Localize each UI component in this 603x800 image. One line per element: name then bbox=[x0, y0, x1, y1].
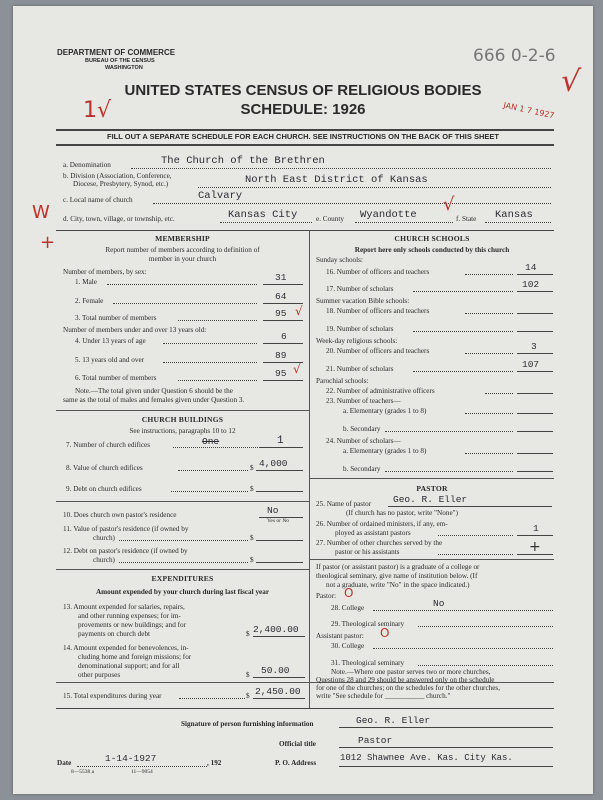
membership-heading: MEMBERSHIP bbox=[155, 234, 210, 243]
q29-label: 29. Theological seminary bbox=[331, 620, 405, 628]
pastor-note-4: write "See schedule for ___________ church." bbox=[316, 692, 451, 700]
signature-value: Geo. R. Eller bbox=[356, 715, 431, 726]
address-value: 1012 Shawnee Ave. Kas. City Kas. bbox=[340, 753, 513, 763]
q14-value: 50.00 bbox=[261, 665, 290, 676]
address-label: P. O. Address bbox=[275, 759, 317, 767]
local-name-label: c. Local name of church bbox=[63, 196, 133, 204]
q19-label: 19. Number of scholars bbox=[326, 325, 394, 333]
q14-label-4: other purposes bbox=[78, 671, 121, 679]
q11-label-1: 11. Value of pastor's residence (if owned by bbox=[63, 525, 189, 533]
q4-value: 6 bbox=[281, 331, 287, 342]
q10-value: No bbox=[267, 505, 279, 516]
q12-label-2: church) bbox=[93, 556, 115, 564]
q18-line bbox=[517, 313, 553, 314]
q7-leader bbox=[173, 447, 258, 448]
q24a-label: a. Elementary (grades 1 to 8) bbox=[343, 447, 427, 455]
q13-label-2: and other running expenses; for im- bbox=[78, 612, 181, 620]
rule bbox=[56, 569, 309, 570]
expenditures-heading: EXPENDITURES bbox=[151, 574, 214, 583]
rule bbox=[56, 129, 554, 131]
membership-note-1: Note.—The total given under Question 6 should be the bbox=[75, 387, 233, 395]
q13-label-4: payments on church debt bbox=[78, 630, 151, 638]
q13-label-3: provements or new buildings; and for bbox=[78, 621, 186, 629]
rule bbox=[56, 501, 309, 502]
q20-label: 20. Number of officers and teachers bbox=[326, 347, 430, 355]
q12-dollar: $ bbox=[250, 556, 254, 564]
q31-line bbox=[418, 665, 553, 666]
separate-schedule-instruction: FILL OUT A SEPARATE SCHEDULE FOR EACH CHURCH. SEE INSTRUCTIONS ON THE BACK OF THIS SHEET bbox=[107, 132, 499, 141]
q23b-leader bbox=[385, 431, 513, 432]
q29-line bbox=[418, 626, 553, 627]
q30-line bbox=[373, 648, 553, 649]
q4-line bbox=[263, 343, 303, 344]
q14-label-1: 14. Amount expended for benevolences, in- bbox=[63, 644, 189, 652]
q15-dollar: $ bbox=[246, 692, 250, 700]
official-title-line bbox=[339, 747, 553, 748]
schools-sub: Report here only schools conducted by this church bbox=[354, 246, 510, 254]
q14-line bbox=[253, 677, 305, 678]
q20-line bbox=[517, 353, 553, 354]
q1-line bbox=[263, 284, 303, 285]
weekday-heading: Week-day religious schools: bbox=[316, 337, 398, 345]
q6-leader bbox=[178, 380, 257, 381]
q7-struck-value: One bbox=[202, 436, 220, 447]
denomination-value: The Church of the Brethren bbox=[161, 155, 325, 167]
red-check-q6: √ bbox=[293, 362, 301, 376]
expenditures-sub: Amount expended by your church during last fiscal year bbox=[95, 588, 270, 596]
q11-dollar: $ bbox=[250, 534, 254, 542]
received-date-stamp: JAN 1 7 1927 bbox=[502, 100, 556, 121]
denomination-line bbox=[131, 168, 551, 169]
q17-label: 17. Number of scholars bbox=[326, 285, 394, 293]
division-label-1: b. Division (Association, Conference, bbox=[63, 172, 172, 180]
q11-line bbox=[256, 540, 303, 541]
state-label: f. State bbox=[456, 215, 477, 223]
graduate-note-3: not a graduate, write "No" in the space indicated.) bbox=[326, 581, 470, 589]
form-title: UNITED STATES CENSUS OF RELIGIOUS BODIES bbox=[124, 82, 482, 99]
q13-dollar: $ bbox=[246, 630, 250, 638]
q17-line bbox=[517, 291, 553, 292]
q25-value: Geo. R. Eller bbox=[393, 494, 468, 505]
q27-label-1: 27. Number of other churches served by the bbox=[316, 539, 443, 547]
division-line bbox=[198, 187, 551, 188]
date-year-suffix: , 192 bbox=[207, 759, 222, 767]
q9-label: 9. Debt on church edifices bbox=[66, 485, 142, 493]
by-sex-label: Number of members, by sex: bbox=[63, 268, 147, 276]
membership-intro-2: member in your church bbox=[148, 255, 217, 263]
division-value: North East District of Kansas bbox=[245, 174, 428, 186]
signature-label: Signature of person furnishing information bbox=[181, 720, 314, 728]
q11-leader bbox=[119, 540, 248, 541]
signature-line bbox=[339, 727, 553, 728]
red-check-mark: √ bbox=[559, 63, 582, 100]
q20-value: 3 bbox=[531, 341, 537, 352]
q11-label-2: church) bbox=[93, 534, 115, 542]
q8-dollar: $ bbox=[250, 464, 254, 472]
membership-intro-1: Report number of members according to definition of bbox=[105, 246, 260, 254]
q17-value: 102 bbox=[522, 279, 540, 290]
age-heading: Number of members under and over 13 years old: bbox=[63, 326, 207, 334]
q6-label: 6. Total number of members bbox=[75, 374, 157, 382]
q12-leader bbox=[119, 562, 248, 563]
schedule-title: SCHEDULE: 1926 bbox=[240, 101, 366, 118]
date-label: Date bbox=[57, 759, 72, 767]
q25-line bbox=[388, 506, 552, 507]
q9-leader bbox=[171, 491, 248, 492]
state-line bbox=[485, 222, 551, 223]
q27-leader bbox=[438, 554, 513, 555]
q7-label: 7. Number of church edifices bbox=[66, 441, 151, 449]
q1-leader bbox=[107, 284, 257, 285]
q1-label: 1. Male bbox=[75, 278, 97, 286]
q14-dollar: $ bbox=[246, 671, 250, 679]
q18-label: 18. Number of officers and teachers bbox=[326, 307, 430, 315]
red-circle-pastor: O bbox=[344, 586, 354, 600]
q19-leader bbox=[413, 331, 513, 332]
q21-value: 107 bbox=[522, 359, 540, 370]
q24-label: 24. Number of scholars— bbox=[326, 437, 401, 445]
census-schedule-sheet bbox=[13, 6, 593, 794]
local-name-line bbox=[153, 203, 551, 204]
q21-line bbox=[517, 371, 553, 372]
sunday-heading: Sunday schools: bbox=[316, 256, 363, 264]
pastor-heading: PASTOR bbox=[416, 484, 448, 493]
address-line bbox=[339, 766, 553, 767]
q3-label: 3. Total number of members bbox=[75, 314, 157, 322]
parochial-heading: Parochial schools: bbox=[316, 377, 369, 385]
q4-leader bbox=[163, 343, 257, 344]
q25-note: (If church has no pastor, write "None") bbox=[346, 509, 458, 517]
q26-label-2: ployed as assistant pastors bbox=[335, 529, 411, 537]
q24a-line bbox=[517, 453, 553, 454]
q26-line bbox=[517, 535, 553, 536]
column-divider bbox=[309, 230, 310, 682]
q9-dollar: $ bbox=[250, 485, 254, 493]
red-w-mark: W bbox=[32, 202, 50, 223]
q24b-label: b. Secondary bbox=[343, 465, 381, 473]
q3-leader bbox=[178, 320, 257, 321]
q4-label: 4. Under 13 years of age bbox=[75, 337, 146, 345]
q13-label-1: 13. Amount expended for salaries, repairs, bbox=[63, 603, 185, 611]
rule bbox=[309, 478, 554, 479]
q15-label: 15. Total expenditures during year bbox=[63, 692, 162, 700]
state-value: Kansas bbox=[495, 209, 533, 221]
q21-leader bbox=[413, 371, 513, 372]
q21-label: 21. Number of scholars bbox=[326, 365, 394, 373]
date-line bbox=[77, 766, 207, 767]
q2-label: 2. Female bbox=[75, 297, 104, 305]
q3-value: 95 bbox=[275, 308, 287, 319]
rule bbox=[56, 410, 309, 411]
q16-line bbox=[517, 274, 553, 275]
bureau-name: BUREAU OF THE CENSUS bbox=[85, 58, 155, 64]
q8-value: 4,000 bbox=[259, 458, 288, 469]
q31-label: 31. Theological seminary bbox=[331, 659, 405, 667]
q15-leader bbox=[179, 698, 245, 699]
yes-no-hint: Yes or No bbox=[267, 518, 290, 524]
q15-value: 2,450.00 bbox=[255, 686, 301, 697]
red-plus-mark: + bbox=[40, 232, 56, 253]
q23b-line bbox=[517, 431, 553, 432]
q16-value: 14 bbox=[525, 262, 537, 273]
department-name: DEPARTMENT OF COMMERCE bbox=[57, 48, 176, 57]
red-mark-one-check: 1√ bbox=[83, 98, 112, 123]
q22-line bbox=[517, 393, 553, 394]
q27-struck-mark: + bbox=[529, 539, 541, 555]
q23b-label: b. Secondary bbox=[343, 425, 381, 433]
q7-line bbox=[259, 447, 303, 448]
print-code-1: 8—5538 a bbox=[71, 769, 95, 775]
rule bbox=[309, 559, 554, 560]
q12-label-1: 12. Debt on pastor's residence (if owned by bbox=[63, 547, 188, 555]
q23-label: 23. Number of teachers— bbox=[326, 397, 401, 405]
q25-label: 25. Name of pastor bbox=[316, 500, 372, 508]
q27-label-2: pastor or his assistants bbox=[335, 548, 400, 556]
denomination-label: a. Denomination bbox=[63, 161, 111, 169]
pastor-note-3: for one of the churches; on the schedules for the other churches, bbox=[316, 684, 501, 692]
q14-label-3: denominational support; and for all bbox=[78, 662, 180, 670]
rule bbox=[56, 144, 554, 146]
q7-value: 1 bbox=[277, 435, 284, 447]
summer-heading: Summer vacation Bible schools: bbox=[316, 297, 410, 305]
local-name-value: Calvary bbox=[198, 190, 243, 202]
q24a-leader bbox=[465, 453, 513, 454]
county-value: Wyandotte bbox=[360, 209, 417, 221]
q8-label: 8. Value of church edifices bbox=[66, 464, 143, 472]
q22-leader bbox=[485, 393, 513, 394]
red-circle-assistant: O bbox=[380, 626, 390, 640]
q22-label: 22. Number of administrative officers bbox=[326, 387, 435, 395]
official-title-value: Pastor bbox=[358, 735, 393, 746]
q15-line bbox=[253, 698, 305, 699]
q28-line bbox=[373, 610, 553, 611]
q26-value: 1 bbox=[533, 523, 539, 534]
file-number: 666 0-2-6 bbox=[473, 46, 556, 66]
q16-leader bbox=[465, 274, 513, 275]
q8-leader bbox=[178, 470, 248, 471]
q18-leader bbox=[465, 313, 513, 314]
q6-value: 95 bbox=[275, 368, 287, 379]
q1-value: 31 bbox=[275, 272, 287, 283]
pastor-note-2: Questions 28 and 29 should be answered only on the schedule bbox=[316, 676, 495, 684]
q30-label: 30. College bbox=[331, 642, 365, 650]
q28-value: No bbox=[433, 598, 445, 609]
q19-line bbox=[517, 331, 553, 332]
red-check-q3: √ bbox=[295, 304, 303, 318]
city-line bbox=[220, 222, 312, 223]
q2-leader bbox=[113, 303, 257, 304]
q12-line bbox=[256, 562, 303, 563]
print-code-2: 11—9054 bbox=[131, 769, 153, 775]
q5-label: 5. 13 years old and over bbox=[75, 356, 145, 364]
q17-leader bbox=[413, 291, 513, 292]
membership-note-2: same as the total of males and females given under Question 3. bbox=[63, 396, 245, 404]
q13-value: 2,400.00 bbox=[253, 624, 299, 635]
graduate-note-1: If pastor (or assistant pastor) is a graduate of a college or bbox=[316, 563, 480, 571]
q16-label: 16. Number of officers and teachers bbox=[326, 268, 430, 276]
q28-label: 28. College bbox=[331, 604, 365, 612]
q2-value: 64 bbox=[275, 291, 287, 302]
q9-line bbox=[256, 491, 303, 492]
q5-leader bbox=[163, 362, 257, 363]
pastor-note-1: Note.—Where one pastor serves two or more churches, bbox=[331, 668, 491, 676]
division-label-2: Diocese, Presbytery, Synod, etc.) bbox=[73, 180, 169, 188]
city-label: d. City, town, village, or township, etc. bbox=[63, 215, 175, 223]
q13-line bbox=[253, 636, 305, 637]
graduate-note-2: theological seminary, give name of institution below. (If bbox=[316, 572, 478, 580]
buildings-heading: CHURCH BUILDINGS bbox=[141, 415, 224, 424]
q14-label-2: cluding home and foreign missions; for bbox=[78, 653, 192, 661]
bureau-city: WASHINGTON bbox=[105, 65, 143, 71]
date-value: 1-14-1927 bbox=[105, 753, 157, 764]
buildings-sub: See instructions, paragraphs 10 to 12 bbox=[129, 427, 236, 435]
schools-heading: CHURCH SCHOOLS bbox=[394, 234, 470, 243]
q23a-leader bbox=[465, 413, 513, 414]
q10-label: 10. Does church own pastor's residence bbox=[63, 511, 177, 519]
county-line bbox=[355, 222, 453, 223]
column-divider bbox=[309, 682, 310, 708]
q26-leader bbox=[438, 535, 513, 536]
rule bbox=[56, 708, 554, 709]
q23a-label: a. Elementary (grades 1 to 8) bbox=[343, 407, 427, 415]
q24b-line bbox=[517, 471, 553, 472]
county-label: e. County bbox=[316, 215, 344, 223]
q20-leader bbox=[465, 353, 513, 354]
pastor-subheading: Pastor: bbox=[316, 592, 336, 600]
q23a-line bbox=[517, 413, 553, 414]
rule bbox=[56, 230, 554, 231]
q24b-leader bbox=[385, 471, 513, 472]
assistant-subheading: Assistant pastor: bbox=[316, 632, 364, 640]
red-check-county: √ bbox=[443, 194, 455, 215]
q6-line bbox=[263, 380, 303, 381]
q26-label-1: 26. Number of ordained ministers, if any, em- bbox=[316, 520, 448, 528]
q3-line bbox=[263, 320, 303, 321]
city-value: Kansas City bbox=[228, 209, 298, 221]
q8-line bbox=[256, 470, 303, 471]
official-title-label: Official title bbox=[279, 740, 316, 748]
q5-value: 89 bbox=[275, 350, 287, 361]
